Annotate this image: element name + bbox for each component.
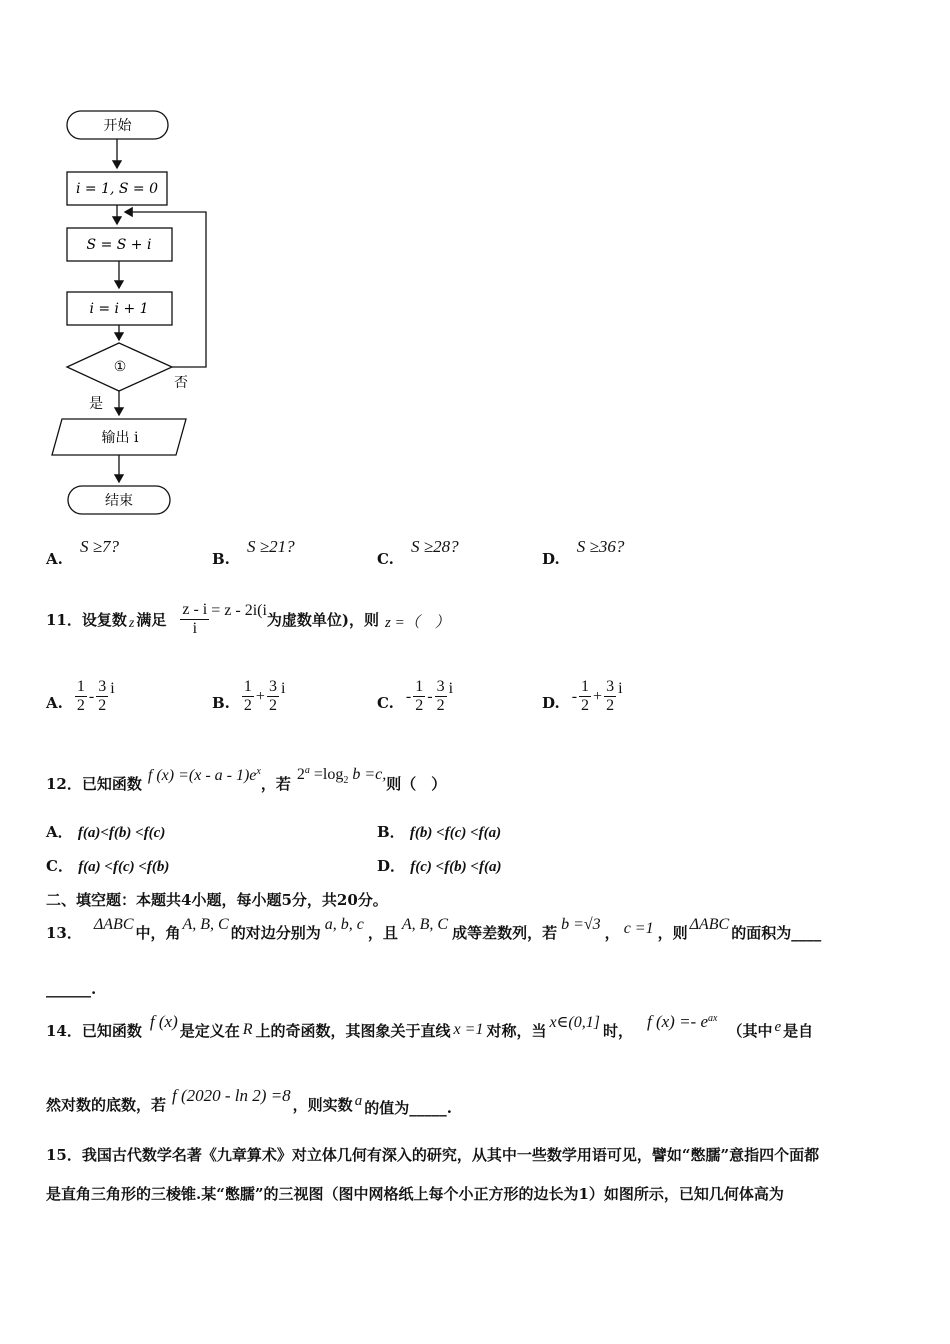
q14-l2-math-1: f (2020 - ln 2) =8 <box>172 1086 291 1105</box>
q13-math-6: c =1 <box>623 920 654 937</box>
q14-math-6: e <box>774 1018 782 1035</box>
output-label: 输出 i <box>101 430 139 446</box>
q15-line-2: 是直角三角形的三棱锥.某“憋臑”的三视图（图中网格纸上每个小正方形的边长为1）如图所示，已知几何体高为 <box>46 1185 784 1203</box>
q13-math-2: A, B, C <box>182 916 229 933</box>
frac-num: 1 <box>243 678 252 695</box>
option-unit: i <box>618 679 623 697</box>
q11-equation: = z - 2i(i <box>211 602 267 619</box>
end-label: 结束 <box>105 493 133 509</box>
q11-frac-num: z - i <box>182 600 208 618</box>
frac-den: 2 <box>436 697 445 714</box>
option-text: f(a)<f(b) <f(c) <box>77 825 166 841</box>
option-op: + <box>593 687 603 705</box>
q11-option-a[interactable] <box>46 678 115 715</box>
q14-text-1: 已知函数 <box>81 1021 142 1040</box>
q12-text-3: 则（ ） <box>386 774 447 793</box>
sum-label: S = S + i <box>86 237 152 253</box>
q13-math-4: A, B, C <box>401 916 449 933</box>
frac-num: 3 <box>436 678 445 695</box>
q11-stem <box>46 596 450 642</box>
option-frac-2 <box>267 678 279 715</box>
q12-condition <box>297 765 386 786</box>
q14-l2-text-1: 然对数的底数，若 <box>46 1095 167 1114</box>
q12-cond-sup: a <box>304 764 310 776</box>
q12-cond-base: 2 <box>296 765 305 783</box>
inc-label: i = i + 1 <box>89 301 149 317</box>
q12-func-sup: x <box>256 765 261 777</box>
option-op: - <box>427 687 433 705</box>
frac-num: 3 <box>606 678 615 695</box>
option-frac-2 <box>96 678 108 715</box>
q12-function <box>148 766 261 785</box>
option-unit: i <box>448 679 454 697</box>
q11-option-c[interactable] <box>377 678 453 715</box>
option-sign: - <box>571 687 578 705</box>
option-op: - <box>88 687 95 705</box>
q14-number: 14． <box>46 1021 82 1040</box>
option-label: A. <box>46 550 63 568</box>
option-label: C. <box>377 693 394 712</box>
q11-text-3: 为虚数单位)，则 <box>266 610 380 629</box>
q14-l2-math-2: a <box>354 1092 363 1109</box>
q11-answer-blank: z =（ ） <box>385 614 450 631</box>
q12-number: 12． <box>46 774 82 793</box>
q11-number: 11． <box>46 610 82 629</box>
option-frac-1 <box>75 678 87 715</box>
frac-den: 2 <box>268 697 277 714</box>
q11-text-1: 设复数 <box>81 610 127 629</box>
yes-label: 是 <box>89 396 103 412</box>
q13-text-5: ， <box>604 923 620 942</box>
option-text: S ≥36? <box>576 537 625 556</box>
frac-den: 2 <box>581 697 590 714</box>
q11-fraction <box>180 601 209 638</box>
q14-math-3: x =1 <box>453 1021 484 1038</box>
option-frac-2 <box>435 678 447 715</box>
option-frac-2 <box>604 678 616 715</box>
q14-text-2: 是定义在 <box>179 1021 240 1040</box>
q13-text-4: 成等差数列，若 <box>452 923 558 942</box>
option-text: S ≥21? <box>247 537 295 556</box>
frac-den: 2 <box>98 697 107 714</box>
q14-math-2: R <box>242 1021 253 1038</box>
option-label: D. <box>542 550 560 568</box>
frac-den: 2 <box>76 697 85 714</box>
q12-cond-rest: b =c, <box>348 765 387 783</box>
option-label: C. <box>377 550 394 568</box>
q14-text-5: 时， <box>602 1021 633 1040</box>
option-text: S ≥28? <box>411 537 459 556</box>
q14-l2-text-3: 的值为_____. <box>364 1098 452 1117</box>
condition-label: ① <box>113 359 127 375</box>
q11-text-2: 满足 <box>136 610 167 629</box>
frac-num: 1 <box>581 678 590 695</box>
section-heading: 二、填空题：本题共4小题，每小题5分，共20分。 <box>46 891 388 909</box>
q14-text-7: 是自 <box>783 1021 814 1040</box>
frac-den: 2 <box>606 697 615 714</box>
q12-cond-log: =log <box>309 765 344 783</box>
q14-l2-text-2: ，则实数 <box>292 1095 353 1114</box>
option-text: f(b) <f(c) <f(a) <box>409 825 502 841</box>
flowchart <box>0 0 260 525</box>
q13-math-7: ΔABC <box>689 916 730 933</box>
q12-option-a[interactable] <box>46 821 165 842</box>
q13-blank-continued[interactable]: ______. <box>46 980 97 998</box>
q10-option-d[interactable] <box>542 537 625 568</box>
q13-math-5: b =√3 <box>561 916 601 933</box>
q10-option-a[interactable] <box>46 537 120 568</box>
q11-option-d[interactable] <box>542 678 623 715</box>
q13-text-7: 的面积为____ <box>731 923 822 942</box>
q10-option-b[interactable] <box>212 537 295 568</box>
frac-num: 3 <box>268 678 277 695</box>
q13-math-3: a, b, c <box>324 916 364 933</box>
frac-num: 1 <box>415 678 424 695</box>
q13-text-2: 的对边分别为 <box>230 923 321 942</box>
frac-den: 2 <box>243 697 252 714</box>
q14-stem <box>46 1012 813 1048</box>
q14-stem-line2 <box>46 1087 452 1121</box>
option-label: B． <box>377 823 405 841</box>
q15-line-1: 15．我国古代数学名著《九章算术》对立体几何有深入的研究，从其中一些数学用语可见，譬如“憋臑”意指四个面都 <box>46 1146 820 1164</box>
option-frac-1 <box>242 678 254 715</box>
q14-text-6: （其中 <box>727 1021 773 1040</box>
q10-option-c[interactable] <box>377 537 459 568</box>
q12-stem <box>46 766 446 800</box>
option-unit: i <box>110 679 115 697</box>
frac-num: 1 <box>76 678 85 695</box>
option-frac-1 <box>579 678 591 715</box>
q13-number: 13． <box>46 923 82 942</box>
option-label: D. <box>542 693 560 712</box>
q13-text-1: 中，角 <box>135 923 181 942</box>
q14-math-1: f (x) <box>149 1012 178 1031</box>
option-label: A. <box>46 693 63 712</box>
q13-text-3: ，且 <box>367 923 398 942</box>
option-text: f(c) <f(b) <f(a) <box>410 859 502 875</box>
q12-text-2: ，若 <box>260 774 291 793</box>
q12-option-d[interactable] <box>377 855 501 876</box>
start-label: 开始 <box>103 118 132 134</box>
q11-option-b[interactable] <box>212 678 285 715</box>
option-label: B. <box>212 693 230 712</box>
option-label: C． <box>46 857 73 875</box>
option-frac-1 <box>413 678 425 715</box>
q13-stem <box>46 915 821 949</box>
q14-math-5-sup: ax <box>708 1013 718 1024</box>
option-label: B. <box>212 550 230 568</box>
q14-math-5: f (x) =- e <box>646 1012 709 1031</box>
option-text: S ≥7? <box>79 537 120 556</box>
option-label: A． <box>46 823 73 841</box>
option-sign: - <box>405 687 412 705</box>
option-op: + <box>255 687 265 705</box>
q12-text-1: 已知函数 <box>81 774 142 793</box>
q12-func-expr: f (x) =(x - a - 1)e <box>147 766 257 784</box>
option-text: f(a) <f(c) <f(b) <box>78 859 170 875</box>
q12-cond-sub: 2 <box>343 774 349 786</box>
option-label: D． <box>377 857 406 875</box>
q12-option-b[interactable] <box>377 821 501 842</box>
q14-math-4: x∈(0,1] <box>549 1014 600 1031</box>
init-label: i = 1, S = 0 <box>75 181 159 197</box>
q12-option-c[interactable] <box>46 855 169 876</box>
q11-z: z <box>128 616 135 631</box>
no-label: 否 <box>174 375 188 391</box>
q14-math-5-wrap <box>647 1012 717 1032</box>
q14-text-3: 上的奇函数，其图象关于直线 <box>255 1021 451 1040</box>
q11-frac-den: i <box>192 619 198 637</box>
q13-math-1: ΔABC <box>93 916 134 933</box>
q14-text-4: 对称，当 <box>486 1021 547 1040</box>
option-unit: i <box>280 679 286 697</box>
q13-text-6: ，则 <box>657 923 688 942</box>
frac-den: 2 <box>415 697 424 714</box>
frac-num: 3 <box>98 678 107 695</box>
